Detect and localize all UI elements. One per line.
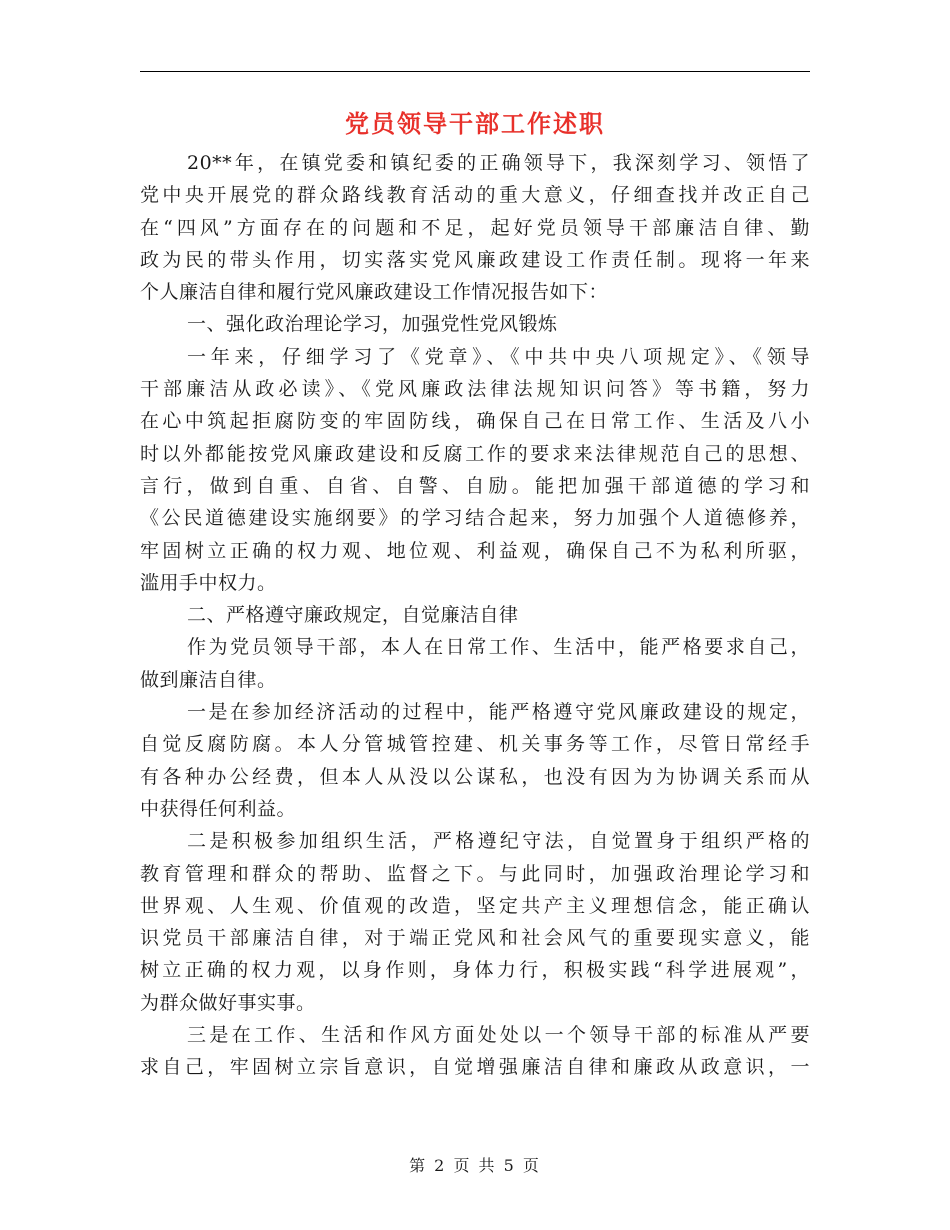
text-line: 二是积极参加组织生活，严格遵纪守法，自觉置身于组织严格的 (187, 830, 810, 853)
text-line: 教育管理和群众的帮助、监督之下。与此同时，加强政治理论学习和 (140, 862, 810, 885)
text-line: 干部廉洁从政必读》、《党风廉政法律法规知识问答》等书籍，努力 (140, 378, 810, 401)
text-line: 三是在工作、生活和作风方面处处以一个领导干部的标准从严要 (187, 1024, 810, 1047)
text-line: 世界观、人生观、价值观的改造，坚定共产主义理想信念，能正确认 (140, 894, 810, 917)
header-rule (140, 71, 810, 72)
text-line: 个人廉洁自律和履行党风廉政建设工作情况报告如下： (140, 281, 609, 304)
text-line: 在“四风”方面存在的问题和不足，起好党员领导干部廉洁自律、勤 (140, 216, 810, 239)
document-body (140, 147, 810, 1084)
text-line: 中获得任何利益。 (140, 797, 297, 820)
text-line: 做到廉洁自律。 (140, 668, 277, 691)
document-title: 党员领导干部工作述职 (345, 109, 605, 138)
text-line: 20**年，在镇党委和镇纪委的正确领导下，我深刻学习、领悟了 (187, 152, 810, 174)
text-line: 政为民的带头作用，切实落实党风廉政建设工作责任制。现将一年来 (140, 248, 810, 271)
text-line: 树立正确的权力观，以身作则，身体力行，积极实践“科学进展观”， (140, 959, 810, 982)
text-line: 一是在参加经济活动的过程中，能严格遵守党风廉政建设的规定， (187, 701, 810, 724)
text-line: 滥用手中权力。 (140, 571, 277, 594)
text-line: 在心中筑起拒腐防变的牢固防线，确保自己在日常工作、生活及八小 (140, 410, 810, 433)
text-line: 为群众做好事实事。 (140, 991, 316, 1014)
text-line: 时以外都能按党风廉政建设和反腐工作的要求来法律规范自己的思想、 (140, 442, 810, 465)
text-line: 一年来，仔细学习了《党章》、《中共中央八项规定》、《领导 (187, 345, 810, 368)
text-line: 二、严格遵守廉政规定，自觉廉洁自律 (187, 604, 519, 627)
text-line: 作为党员领导干部，本人在日常工作、生活中，能严格要求自己， (187, 636, 810, 659)
text-line: 《公民道德建设实施纲要》的学习结合起来，努力加强个人道德修养， (140, 507, 810, 530)
text-line: 识党员干部廉洁自律，对于端正党风和社会风气的重要现实意义，能 (140, 927, 810, 950)
page-footer: 第 2 页 共 5 页 (409, 1156, 541, 1175)
text-line: 自觉反腐防腐。本人分管城管控建、机关事务等工作，尽管日常经手 (140, 733, 810, 756)
text-line: 牢固树立正确的权力观、地位观、利益观，确保自己不为私利所驱， (140, 539, 810, 562)
text-line: 求自己，牢固树立宗旨意识，自觉增强廉洁自律和廉政从政意识，一 (140, 1056, 810, 1079)
text-line: 有各种办公经费，但本人从没以公谋私，也没有因为为协调关系而从 (140, 765, 810, 788)
text-line: 一、强化政治理论学习，加强党性党风锻炼 (187, 313, 558, 336)
text-line: 党中央开展党的群众路线教育活动的重大意义，仔细查找并改正自己 (140, 184, 810, 207)
text-line: 言行，做到自重、自省、自警、自励。能把加强干部道德的学习和 (140, 474, 810, 497)
